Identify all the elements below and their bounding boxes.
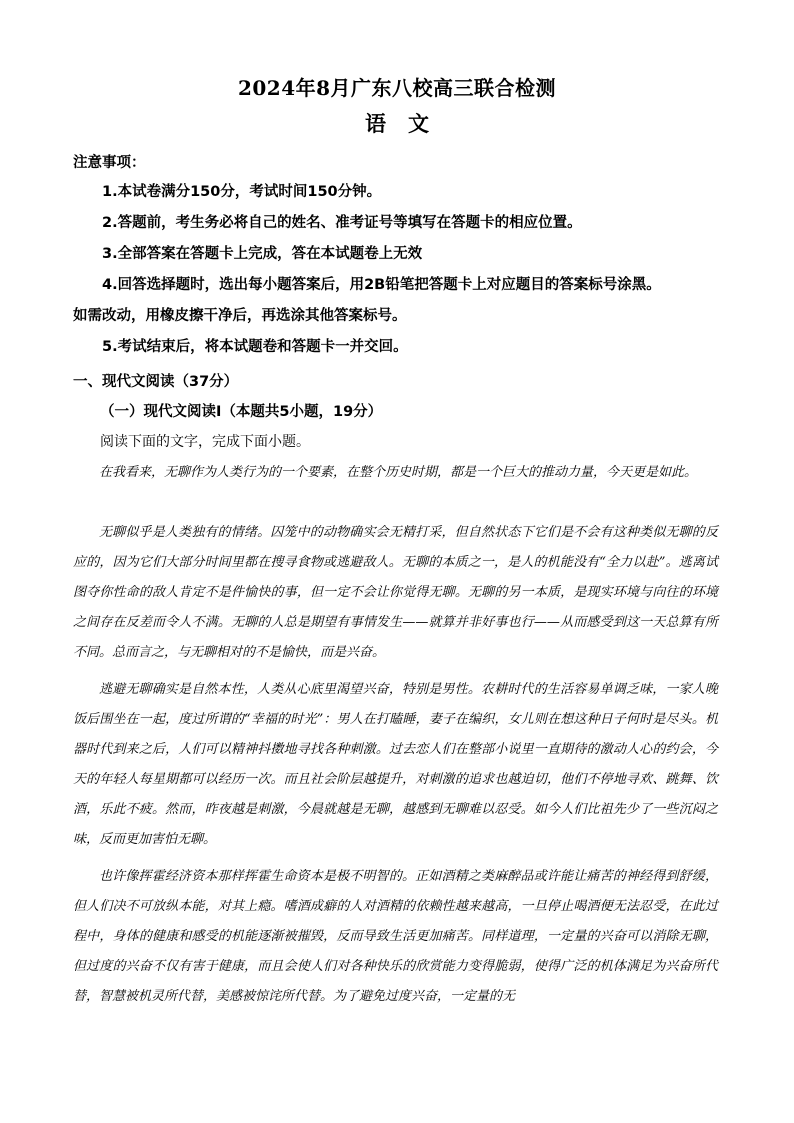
notice-heading: 注意事项：	[73, 155, 146, 171]
passage-paragraph: 无聊似乎是人类独有的情绪。囚笼中的动物确实会无精打采，但自然状态下它们是不会有这种类似无聊的反应的，因为它们大部分时间里都在搜寻食物或逃避敌人。无聊的本质之一，是人的机能没有“全力以赴”。逃离试图夺你性命的敌人肯定不是件愉快的事，但一定不会让你觉得无聊。无聊的另一本质，是现实环境与向往的环境之间存在反差而令人不满。无聊的人总是期望有事情发生——就算并非好事也行——从而感受到这一天总算有所不同。总而言之，与无聊相对的不是愉快，而是兴奋。	[73, 525, 718, 660]
notice-item: 1.本试卷满分150分，考试时间150分钟。	[102, 184, 382, 200]
subsection-heading: （一）现代文阅读Ⅰ（本题共5小题，19分）	[100, 404, 383, 420]
subject-title: 语文	[365, 111, 451, 136]
passage-paragraph: 也许像挥霍经济资本那样挥霍生命资本是极不明智的。正如酒精之类麻醉品或许能让痛苦的神经得到舒缓，但人们决不可放纵本能，对其上瘾。嗜酒成癖的人对酒精的依赖性越来越高，一旦停止喝酒便无法忍受，在此过程中，身体的健康和感受的机能逐渐被摧毁，反而导致生活更加痛苦。同样道理，一定量的兴奋可以消除无聊，但过度的兴奋不仅有害于健康，而且会使人们对各种快乐的欣赏能力变得脆弱，使得广泛的机体满足为兴奋所代替，智慧被机灵所代替，美感被惊诧所代替。为了避免过度兴奋，一定量的无	[73, 869, 718, 1004]
exam-title: 2024年8月广东八校高三联合检测	[237, 76, 557, 100]
notice-item: 2.答题前，考生务必将自己的姓名、准考证号等填写在答题卡的相应位置。	[102, 215, 582, 231]
passage-paragraph: 逃避无聊确实是自然本性，人类从心底里渴望兴奋，特别是男性。农耕时代的生活容易单调乏味，一家人晚饭后围坐在一起，度过所谓的“幸福的时光”：男人在打瞌睡，妻子在编织，女儿则在想这种日子何时是尽头。机器时代到来之后，人们可以精神抖擞地寻找各种刺激。过去恋人们在整部小说里一直期待的激动人心的约会，今天的年轻人每星期都可以经历一次。而且社会阶层越提升，对刺激的追求也越迫切，他们不停地寻欢、跳舞、饮酒，乐此不疲。然而，昨夜越是刺激，今晨就越是无聊，越感到无聊难以忍受。如今人们比祖先少了一些沉闷之味，反而更加害怕无聊。	[73, 682, 718, 847]
notice-item: 4.回答选择题时，选出每小题答案后，用2B铅笔把答题卡上对应题目的答案标号涂黑。	[102, 277, 661, 293]
notice-item: 3.全部答案在答题卡上完成，答在本试题卷上无效	[102, 246, 423, 262]
passage-paragraph: 在我看来，无聊作为人类行为的一个要素，在整个历史时期，都是一个巨大的推动力量，今天更是如此。	[99, 465, 698, 480]
notice-item-continued: 如需改动，用橡皮擦干净后，再选涂其他答案标号。	[73, 308, 407, 324]
section-heading: 一、现代文阅读（37分）	[73, 374, 239, 390]
notice-item: 5.考试结束后，将本试题卷和答题卡一并交回。	[102, 339, 408, 355]
reading-instruction: 阅读下面的文字，完成下面小题。	[100, 434, 310, 450]
